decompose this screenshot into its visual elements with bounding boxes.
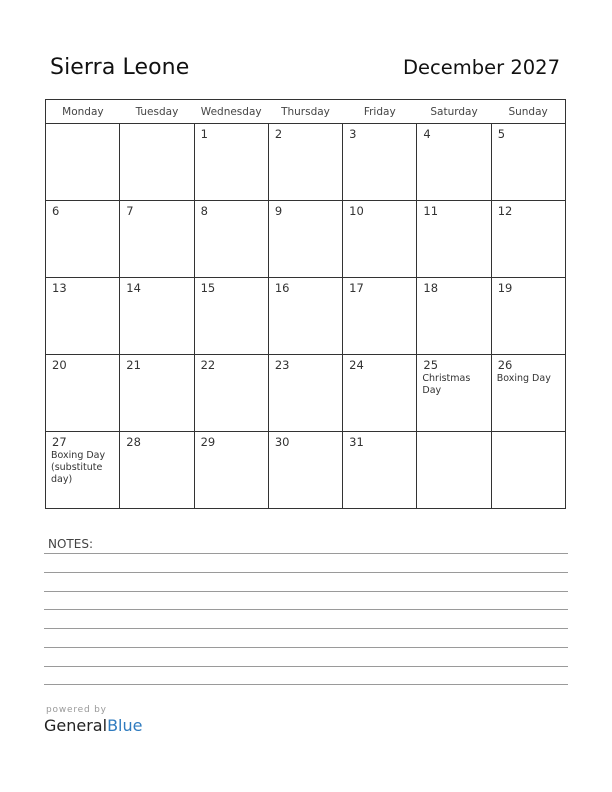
weekday-header: Thursday xyxy=(268,100,342,124)
day-cell xyxy=(120,278,194,355)
day-number: 4 xyxy=(423,127,431,141)
day-cell xyxy=(194,278,268,355)
day-cell xyxy=(268,201,342,278)
day-cell xyxy=(46,278,120,355)
weekday-header: Wednesday xyxy=(194,100,268,124)
day-cell xyxy=(46,355,120,432)
day-number: 3 xyxy=(349,127,357,141)
holiday-label: Boxing Day (substitute day) xyxy=(51,450,106,485)
day-cell xyxy=(46,124,120,201)
notes-line xyxy=(44,572,568,573)
day-cell xyxy=(343,432,417,509)
powered-by-text: powered by xyxy=(46,705,107,715)
day-cell xyxy=(491,124,565,201)
day-cell xyxy=(491,355,565,432)
notes-line xyxy=(44,553,568,554)
day-number: 6 xyxy=(52,204,60,218)
holiday-label: Boxing Day xyxy=(496,373,551,384)
week-row xyxy=(46,355,566,432)
week-row xyxy=(46,201,566,278)
day-cell xyxy=(194,355,268,432)
day-cell xyxy=(343,355,417,432)
day-number: 25 xyxy=(423,358,439,372)
logo-general-text: General xyxy=(44,716,108,735)
day-cell xyxy=(120,201,194,278)
day-number: 16 xyxy=(274,281,290,295)
day-number: 8 xyxy=(200,204,208,218)
logo-blue-text: Blue xyxy=(107,716,143,735)
weekday-header: Monday xyxy=(46,100,120,124)
day-cell xyxy=(417,278,491,355)
day-number: 18 xyxy=(423,281,439,295)
day-cell xyxy=(120,355,194,432)
day-cell xyxy=(417,124,491,201)
day-number: 30 xyxy=(274,435,290,449)
day-number: 24 xyxy=(349,358,364,372)
day-cell xyxy=(491,278,565,355)
weekday-header: Sunday xyxy=(491,100,565,124)
calendar-grid xyxy=(45,99,566,509)
day-cell xyxy=(268,124,342,201)
notes-label: NOTES: xyxy=(48,537,93,551)
calendar-country-title: Sierra Leone xyxy=(50,55,190,80)
weekday-header: Saturday xyxy=(417,100,491,124)
day-cell xyxy=(417,432,491,509)
day-cell xyxy=(491,432,565,509)
day-cell xyxy=(194,201,268,278)
day-cell xyxy=(417,201,491,278)
notes-line xyxy=(44,666,568,667)
day-number: 21 xyxy=(126,358,141,372)
day-number: 11 xyxy=(423,204,439,218)
day-cell xyxy=(417,355,491,432)
calendar-month-title: December 2027 xyxy=(403,56,560,79)
day-cell xyxy=(268,355,342,432)
day-cell xyxy=(120,124,194,201)
day-number: 20 xyxy=(52,358,67,372)
day-cell xyxy=(46,432,120,509)
day-cell xyxy=(268,432,342,509)
week-row xyxy=(46,278,566,355)
day-number: 15 xyxy=(200,281,216,295)
day-number: 28 xyxy=(126,435,141,449)
notes-line xyxy=(44,684,568,685)
day-number: 22 xyxy=(200,358,216,372)
day-cell xyxy=(343,124,417,201)
day-number: 9 xyxy=(274,204,283,218)
day-number: 14 xyxy=(126,281,141,295)
day-number: 12 xyxy=(497,204,513,218)
day-number: 27 xyxy=(52,435,67,449)
day-cell xyxy=(491,201,565,278)
day-number: 23 xyxy=(274,358,290,372)
generalblue-logo[interactable] xyxy=(44,716,142,735)
holiday-label: Christmas Day xyxy=(422,373,471,396)
weekday-header-row xyxy=(46,100,566,124)
notes-line xyxy=(44,609,568,610)
calendar-body xyxy=(46,124,566,509)
day-number: 1 xyxy=(200,127,208,141)
day-cell xyxy=(343,278,417,355)
weekday-header: Tuesday xyxy=(120,100,194,124)
day-number: 29 xyxy=(200,435,216,449)
day-number: 26 xyxy=(497,358,513,372)
day-cell xyxy=(120,432,194,509)
day-cell xyxy=(194,124,268,201)
day-number: 7 xyxy=(126,204,134,218)
notes-line xyxy=(44,591,568,592)
day-number: 17 xyxy=(349,281,364,295)
notes-line xyxy=(44,628,568,629)
day-number: 2 xyxy=(274,127,283,141)
day-number: 10 xyxy=(349,204,364,218)
week-row xyxy=(46,432,566,509)
notes-line xyxy=(44,647,568,648)
day-cell xyxy=(268,278,342,355)
day-cell xyxy=(194,432,268,509)
week-row xyxy=(46,124,566,201)
day-number: 13 xyxy=(52,281,67,295)
day-cell xyxy=(46,201,120,278)
weekday-header: Friday xyxy=(343,100,417,124)
day-number: 5 xyxy=(497,127,506,141)
day-number: 31 xyxy=(349,435,364,449)
day-cell xyxy=(343,201,417,278)
day-number: 19 xyxy=(497,281,513,295)
